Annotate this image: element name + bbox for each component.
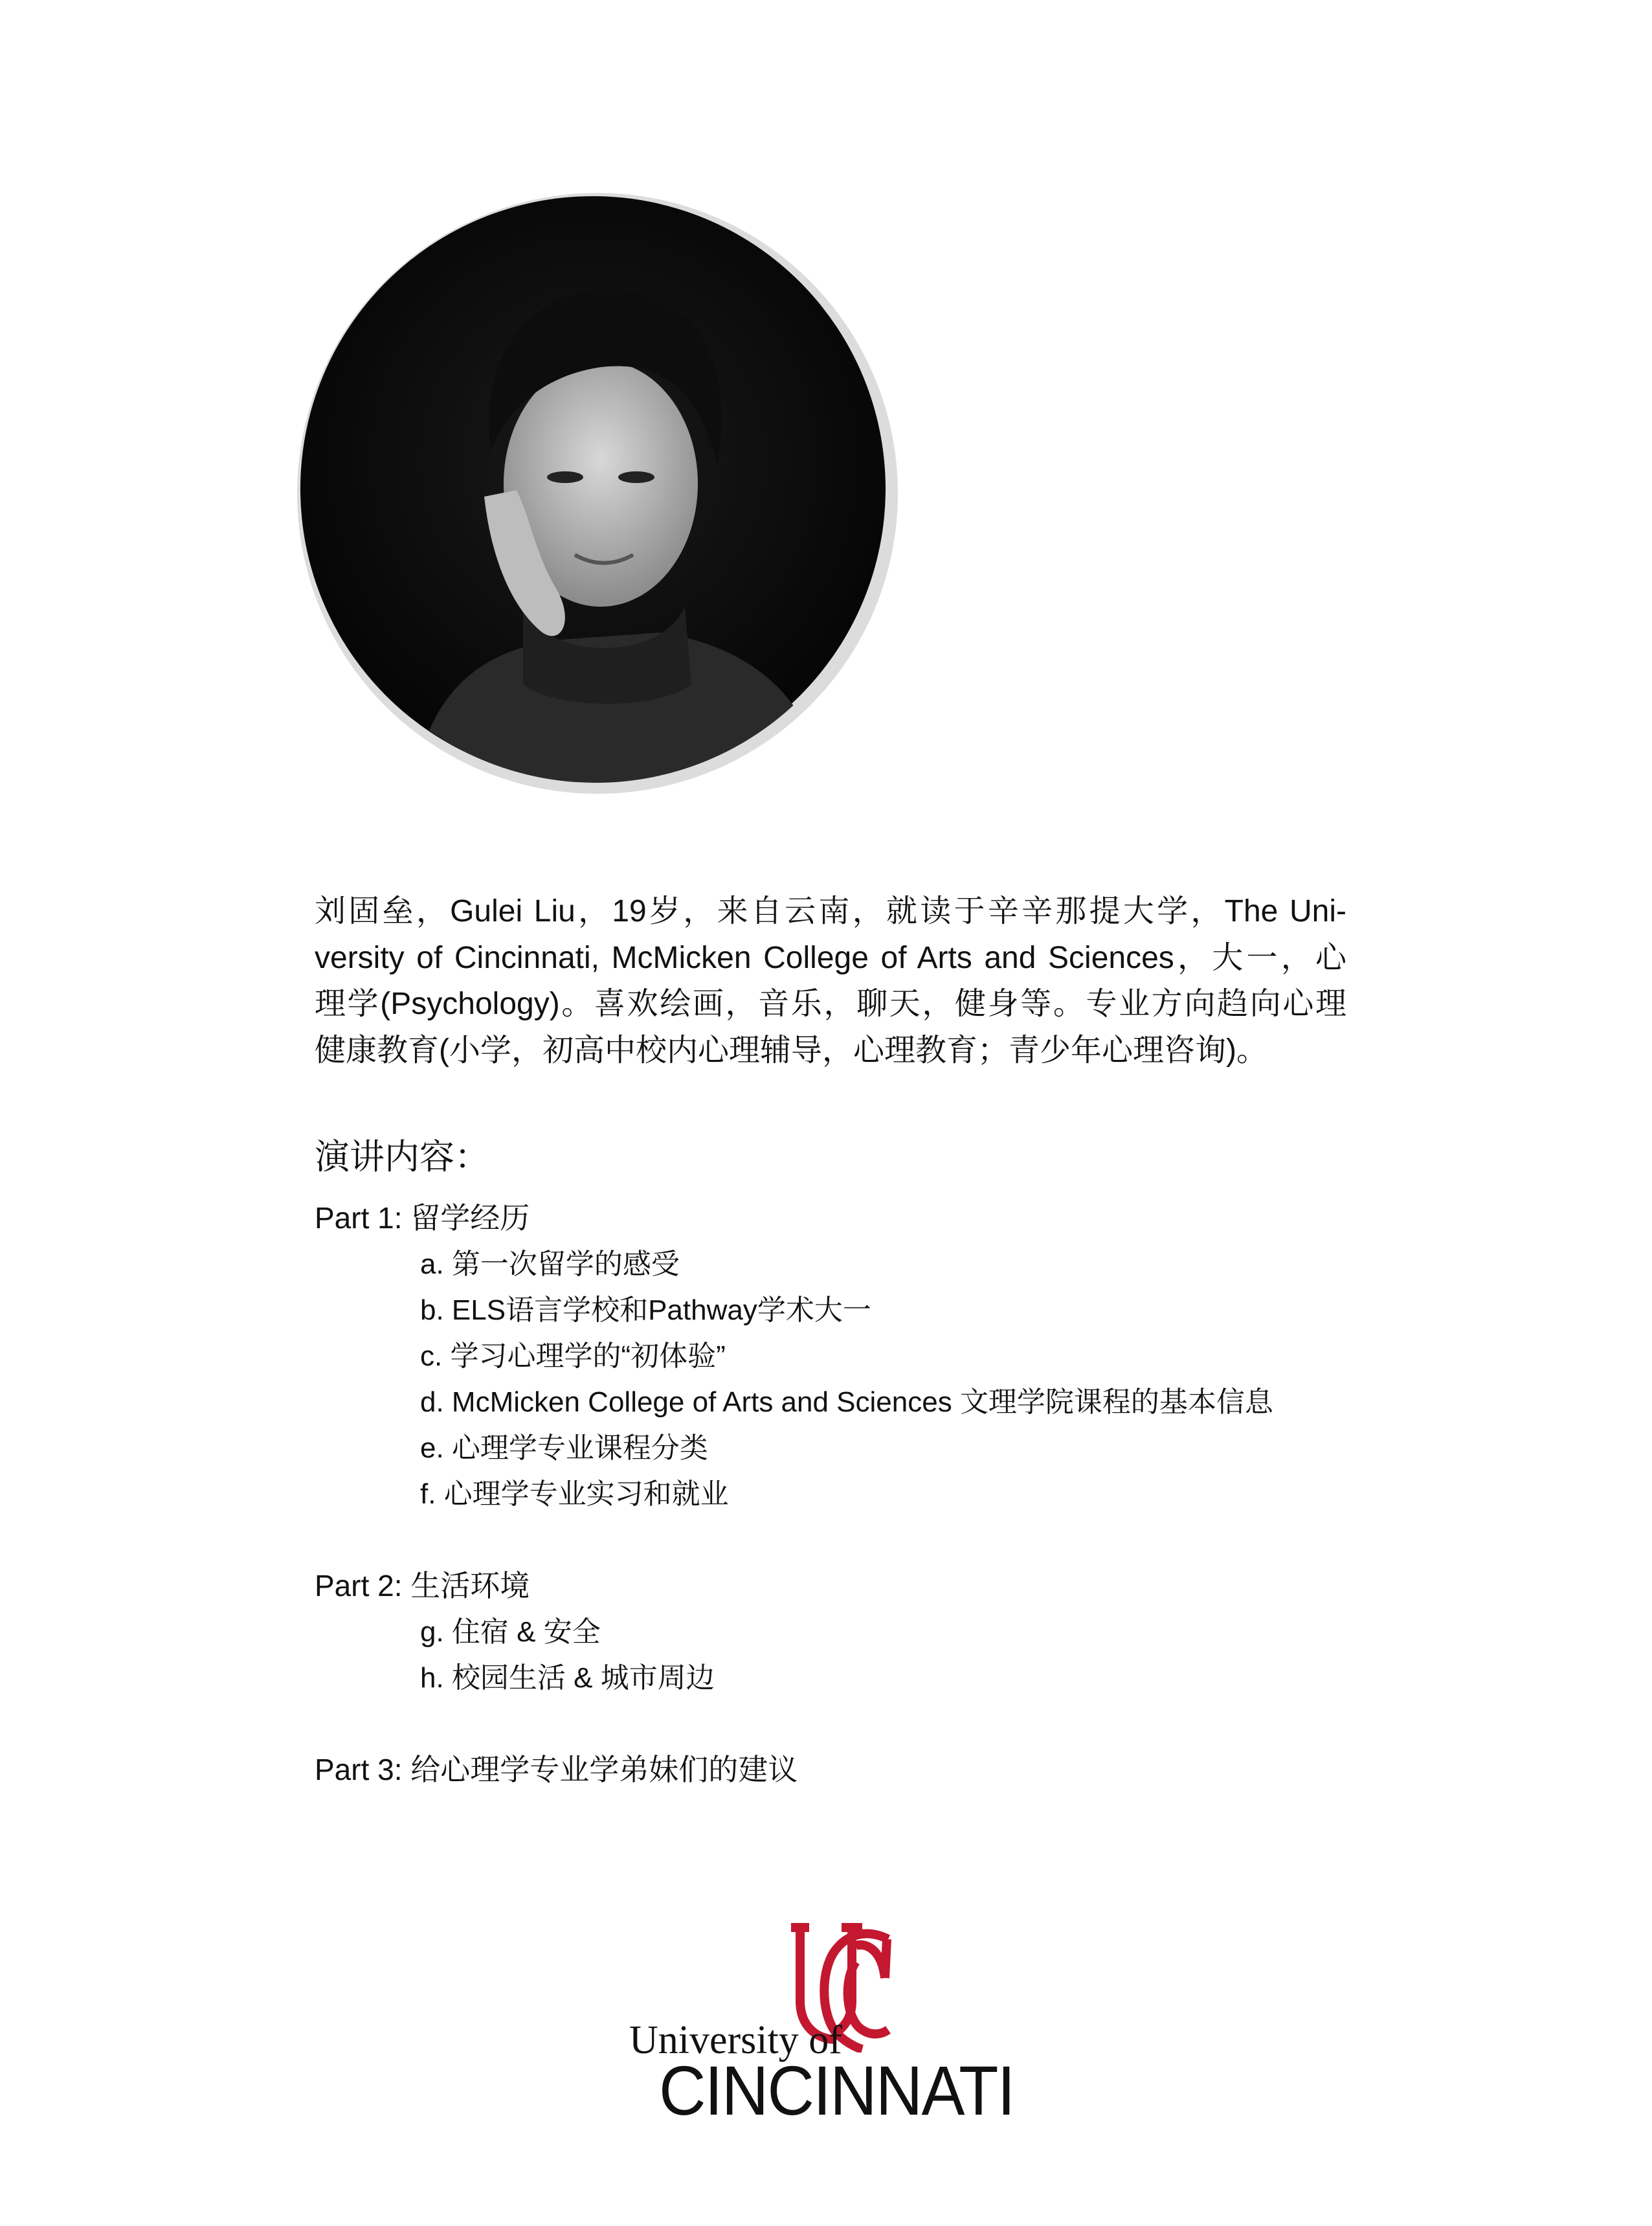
outline-item: d. McMicken College of Arts and Sciences 文理学院课程的基本信息 bbox=[420, 1386, 1273, 1418]
bio-line: 理学(Psychology)。喜欢绘画，音乐，聊天，健身等。专业方向趋向心理 bbox=[315, 987, 1346, 1021]
bio-line: 刘固垒，Gulei Liu，19岁，来自云南，就读于辛辛那提大学，The Uni- bbox=[315, 894, 1346, 928]
outline-item: h. 校园生活 & 城市周边 bbox=[420, 1662, 715, 1694]
outline-item: c. 学习心理学的“初体验” bbox=[420, 1340, 726, 1372]
part-title: Part 2: 生活环境 bbox=[315, 1569, 530, 1602]
logo-text-university-of: University of bbox=[629, 2018, 842, 2062]
talk-heading: 演讲内容： bbox=[315, 1138, 489, 1176]
talk-outline bbox=[315, 1195, 1273, 1793]
outline-item: f. 心理学专业实习和就业 bbox=[420, 1478, 729, 1510]
university-logo bbox=[621, 1923, 1014, 2130]
bio-line: versity of Cincinnati, McMicken College of Arts and Sciences，大一，心 bbox=[315, 940, 1346, 975]
logo-text-cincinnati: CINCINNATI bbox=[659, 2051, 1014, 2130]
bio-line: 健康教育(小学，初高中校内心理辅导，心理教育；青少年心理咨询)。 bbox=[315, 1033, 1267, 1068]
outline-item: e. 心理学专业课程分类 bbox=[420, 1432, 708, 1464]
part-title: Part 1: 留学经历 bbox=[315, 1201, 530, 1235]
portrait-photo bbox=[296, 192, 899, 794]
outline-item: g. 住宿 & 安全 bbox=[420, 1616, 601, 1648]
bio-paragraph bbox=[315, 888, 1346, 1074]
outline-item: b. ELS语言学校和Pathway学术大一 bbox=[420, 1294, 871, 1326]
outline-item: a. 第一次留学的感受 bbox=[420, 1248, 680, 1280]
part-title: Part 3: 给心理学专业学弟妹们的建议 bbox=[315, 1753, 798, 1786]
